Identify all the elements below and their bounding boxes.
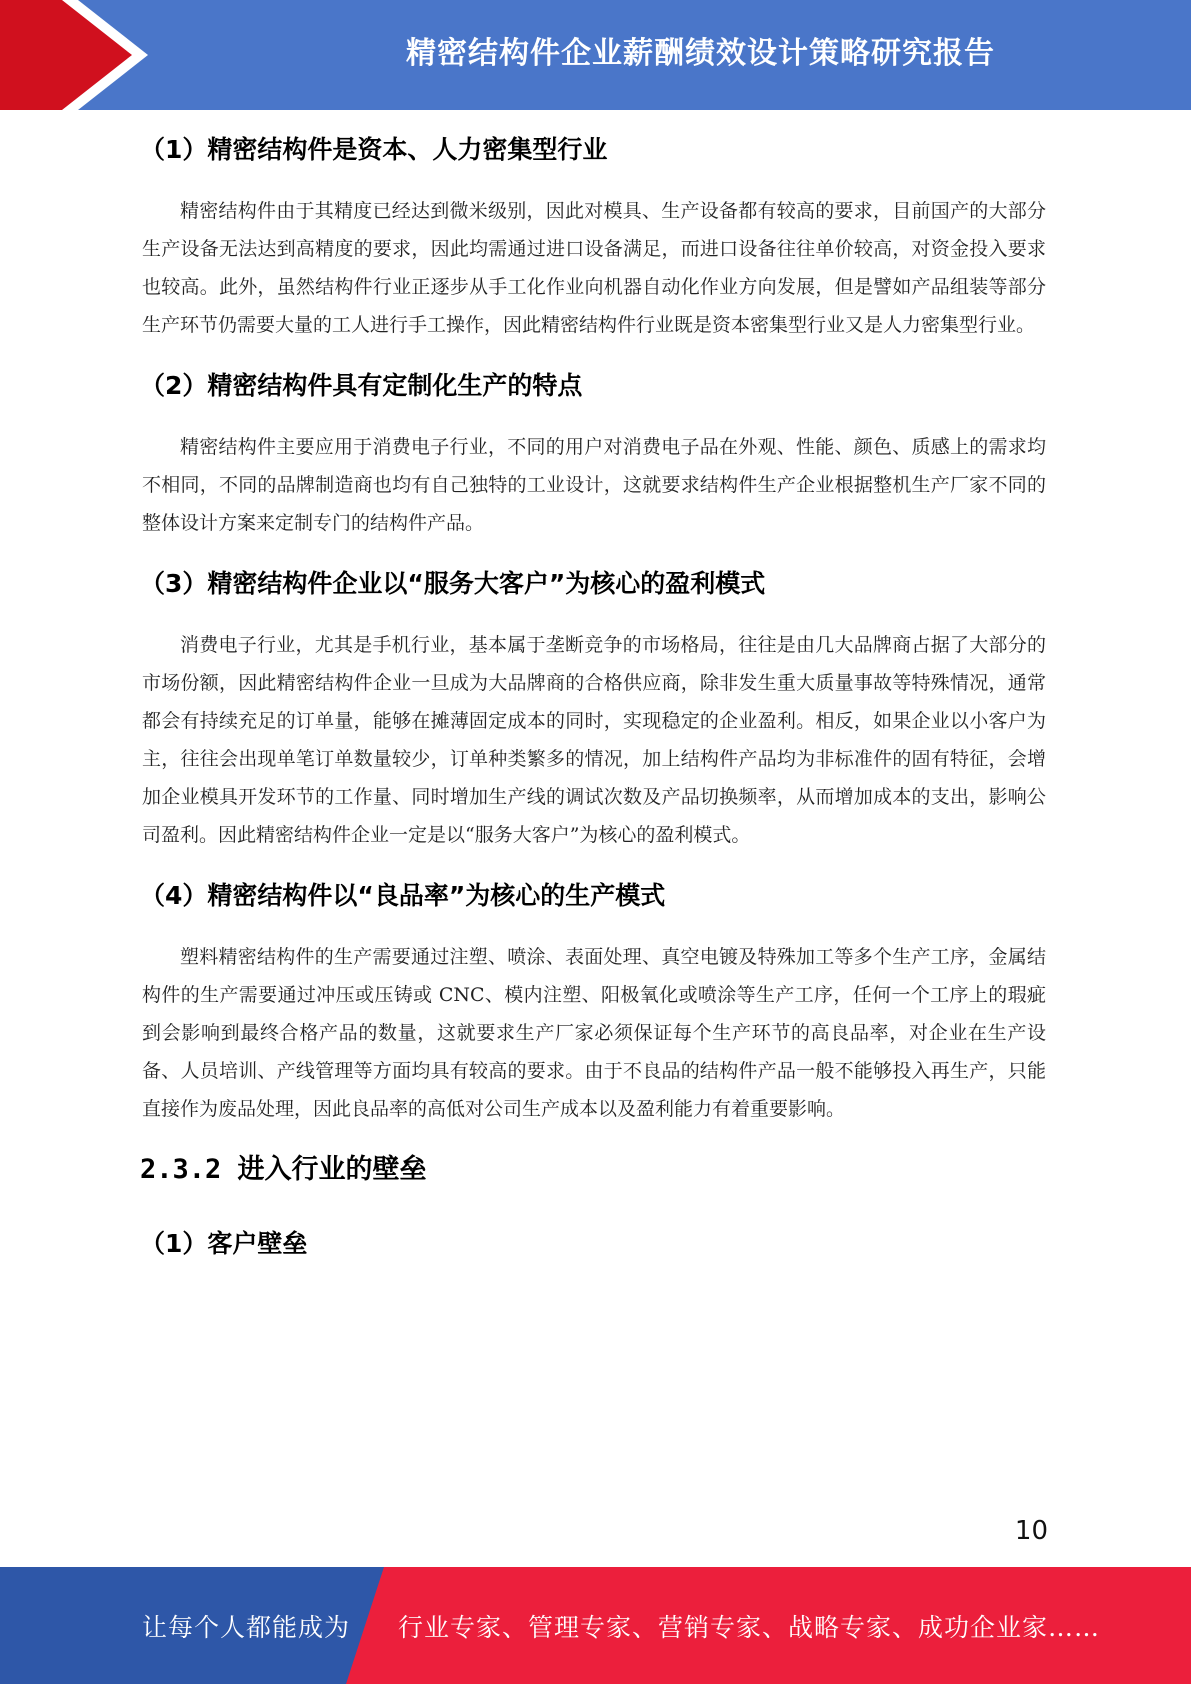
section-paragraph: 塑料精密结构件的生产需要通过注塑、喷涂、表面处理、真空电镀及特殊加工等多个生产工序，金属结构件的生产需要通过冲压或压铸或 CNC、模内注塑、阳极氧化或喷涂等生产工序，任何一个工序上的瑕疵到会影响到最终合格产品的数量，这就要求生产厂家必须保证每个生产环节的高良品率，对企业在生产设备、人员培训、产线管理等方面均具有较高的要求。由于不良品的结构件产品一般不能够投入再生产，只能直接作为废品处理，因此良品率的高低对公司生产成本以及盈利能力有着重要影响。 (142, 946, 1046, 1120)
section-4 (142, 874, 1046, 1128)
footer-slogan-right: 行业专家、管理专家、营销专家、战略专家、成功企业家…… (398, 1612, 1101, 1642)
section-heading: （1）精密结构件是资本、人力密集型行业 (140, 135, 608, 164)
section-1 (142, 128, 1046, 344)
section-paragraph: 消费电子行业，尤其是手机行业，基本属于垄断竞争的市场格局，往往是由几大品牌商占据了大部分的市场份额，因此精密结构件企业一旦成为大品牌商的合格供应商，除非发生重大质量事故等特殊情况，通常都会有持续充足的订单量，能够在摊薄固定成本的同时，实现稳定的企业盈利。相反，如果企业以小客户为主，往往会出现单笔订单数量较少，订单种类繁多的情况，加上结构件产品均为非标准件的固有特征，会增加企业模具开发环节的工作量、同时增加生产线的调试次数及产品切换频率，从而增加成本的支出，影响公司盈利。因此精密结构件企业一定是以“服务大客户”为核心的盈利模式。 (142, 634, 1046, 846)
section-paragraph: 精密结构件由于其精度已经达到微米级别，因此对模具、生产设备都有较高的要求，目前国产的大部分生产设备无法达到高精度的要求，因此均需通过进口设备满足，而进口设备往往单价较高，对资金投入要求也较高。此外，虽然结构件行业正逐步从手工化作业向机器自动化作业方向发展，但是譬如产品组装等部分生产环节仍需要大量的工人进行手工操作，因此精密结构件行业既是资本密集型行业又是人力密集型行业。 (142, 200, 1046, 336)
footer-slogan-left: 让每个人都能成为 (142, 1612, 351, 1642)
header-title: 精密结构件企业薪酬绩效设计策略研究报告 (406, 36, 995, 71)
section-2 (142, 364, 1046, 542)
section-paragraph: 精密结构件主要应用于消费电子行业，不同的用户对消费电子品在外观、性能、颜色、质感上的需求均不相同，不同的品牌制造商也均有自己独特的工业设计，这就要求结构件生产企业根据整机生产厂家不同的整体设计方案来定制专门的结构件产品。 (142, 436, 1046, 534)
page-footer (0, 1567, 1191, 1684)
page-header (0, 0, 1191, 110)
page-number: 10 (1014, 1516, 1048, 1546)
section-3 (142, 562, 1046, 854)
section-heading: （4）精密结构件以“良品率”为核心的生产模式 (140, 881, 666, 910)
section-heading: （2）精密结构件具有定制化生产的特点 (140, 371, 583, 400)
last-subheading: （1）客户壁垒 (140, 1229, 308, 1258)
section-heading: （3）精密结构件企业以“服务大客户”为核心的盈利模式 (140, 569, 766, 598)
major-heading: 2.3.2 进入行业的壁垒 (140, 1154, 427, 1185)
document-body (142, 128, 1046, 1266)
